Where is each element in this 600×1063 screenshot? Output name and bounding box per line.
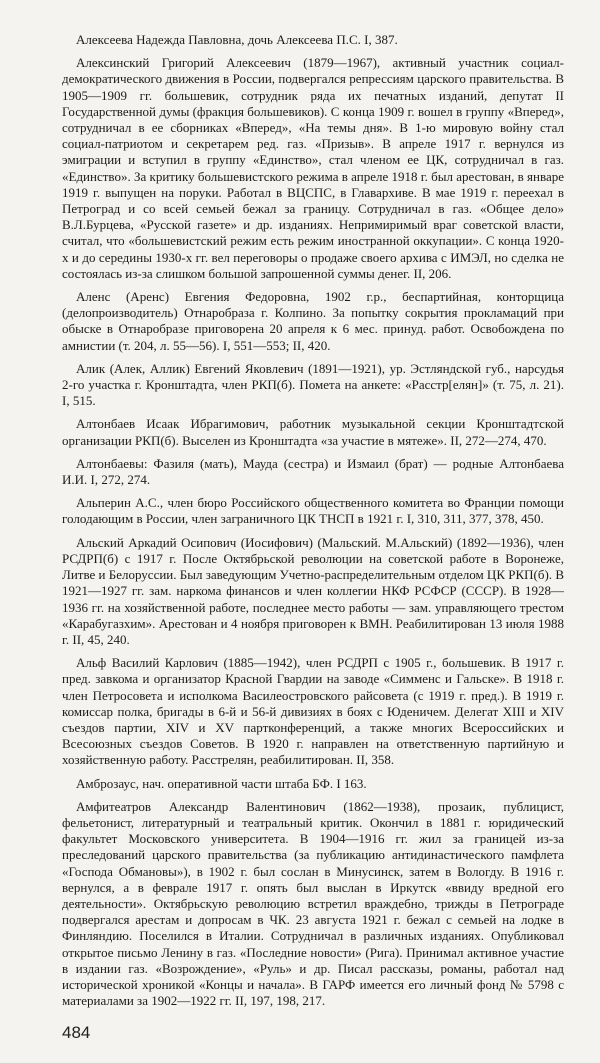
entry-alf: Альф Василий Карлович (1885—1942), член РСДРП с 1905 г., большевик. В 1917 г. пред. завкома и организатор Красной Гвардии на заводе «Симменс и Гальске». В 1918 г. член Петросовета и исполкома Василеостровского райсовета (с 1919 г. пред.). В 1919 г. комиссар полка, бригады в 6-й и 56-й дивизиях в боях с Юденичем. Делегат XIII и XIV съездов партии, XIV и XV партконференций, а также многих Всероссийских и Всесоюзных съездов Советов. В 1920 г. направлен на ответственную партийную и хозяйственную работу. Расстрелян, реабилитирован. II, 358. bbox=[62, 655, 564, 768]
entry-alperin: Альперин А.С., член бюро Российского общественного комитета во Франции помощи голодающим в России, член заграничного ЦК ТНСП в 1921 г. I, 310, 311, 377, 378, 450. bbox=[62, 495, 564, 527]
page-number: 484 bbox=[62, 1023, 91, 1043]
entry-ambrozaus: Амброзаус, нач. оперативной части штаба БФ. I 163. bbox=[76, 775, 367, 791]
entry-alsky: Альский Аркадий Осипович (Иосифович) (Мальский. М.Альский) (1892—1936), член РСДРП(б) с 1917 г. После Октябрьской революции на советской работе в Воронеже, Литве и Белоруссии. Был заведующим Учетно-распределительным отделом ЦК РКП(б). В 1921—1927 гг. зам. наркома финансов и член коллегии НКФ РСФСР (СССР). В 1928—1936 гг. на хозяйственной работе, последнее место работы — зам. управляющего трестом «Карабугазхим». Арестован и 4 ноября приговорен к ВМН. Реабилитирован 13 июля 1988 г. II, 45, 240. bbox=[62, 534, 564, 647]
entry-altonbaevy: Алтонбаевы: Фазиля (мать), Мауда (сестра) и Измаил (брат) — родные Алтонбаева И.И. I, 272, 274. bbox=[62, 455, 564, 488]
entry-alekseeva: Алексеева Надежда Павловна, дочь Алексеева П.С. I, 387. bbox=[76, 32, 398, 47]
entry-altonbaev: Алтонбаев Исаак Ибрагимович, работник музыкальной секции Кронштадтской организации РКП(б). Выселен из Кронштадта «за участие в мятеже». II, 272—274, 470. bbox=[62, 416, 564, 448]
entry-alens: Аленс (Аренс) Евгения Федоровна, 1902 г.р., беспартийная, конторщица (делопроизводитель) Отнаробраза г. Колпино. За попытку сокрытия прокламаций при обыске в Отнаробразе приговорена 20 апреля к 6 мес. принуд. работ. Освобождена по амнистии (т. 204, л. 55—56). I, 551—553; II, 420. bbox=[62, 289, 564, 353]
entry-alik: Алик (Алек, Аллик) Евгений Яковлевич (1891—1921), ур. Эстляндской губ., нарсудья 2-го участка г. Кронштадта, член РКП(б). Помета на анкете: «Расстр[елян]» (т. 75, л. 21). I, 515. bbox=[62, 360, 564, 409]
entry-amfiteatrov: Амфитеатров Александр Валентинович (1862—1938), прозаик, публицист, фельетонист, литературный и театральный критик. Окончил в 1881 г. юридический факультет Московского университета. В 1904—1916 гг. жил за границей из-за преследований царского правительства (за публикацию антидинастического памфлета «Господа Обмановы»), в 1902 г. был сослан в Минусинск, затем в Вологду. В 1916 г. вернулся, а в феврале 1917 г. опять был выслан в Иркутск «ввиду вредной его деятельности». Октябрьскую революцию встретил враждебно, трижды в Петрограде подвергался арестам и допросам в ЧК. 23 августа 1921 г. бежал с семьей на лодке в Финляндию. Поселился в Италии. Сотрудничал в различных изданиях. Опубликовал открытое письмо Ленину в газ. «Последние новости» (Рига). Принимал активное участие в издании газ. «Возрождение», «Руль» и др. Писал рассказы, романы, работал над исторической хроникой «Концы и начала». В ГАРФ имеется его личный фонд № 5798 с материалами за 1902—1922 гг. II, 197, 198, 217. bbox=[62, 798, 564, 1009]
entry-aleksinsky: Алексинский Григорий Алексеевич (1879—1967), активный участник социал-демократического движения в России, подвергался репрессиям царского правительства. В 1905—1909 гг. большевик, сотрудник ряда их печатных изданий, депутат II Государственной думы (фракция большевиков). С конца 1909 г. вошел в группу «Вперед», сотрудничал в ее сборниках «Вперед», «На темы дня». В 1-ю мировую войну стал социал-патриотом и секретарем ред. газ. «Призыв». В апреле 1917 г. вернулся из эмиграции и вступил в группу «Единство», стал членом ее ЦК, сотрудничал в газ. «Единство». За критику большевистского режима в апреле 1918 г. был арестован, в январе 1919 г. выпущен на поруки. Работал в ВЦСПС, в Главархиве. В мае 1919 г. переехал в Петроград и со всей семьей бежал за границу. Сотрудничал в газ. «Общее дело» В.Л.Бурцева, «Русской газете» и др. изданиях. Непримиримый враг советской власти, считал, что «большевистский режим есть режим иностранной оккупации». С конца 1920-х и до середины 1930-х гг. вел переговоры о продаже своего архива с ИМЭЛ, но сделка не состоялась из-за слишком большой запрошенной суммы денег. II, 206. bbox=[62, 55, 564, 281]
